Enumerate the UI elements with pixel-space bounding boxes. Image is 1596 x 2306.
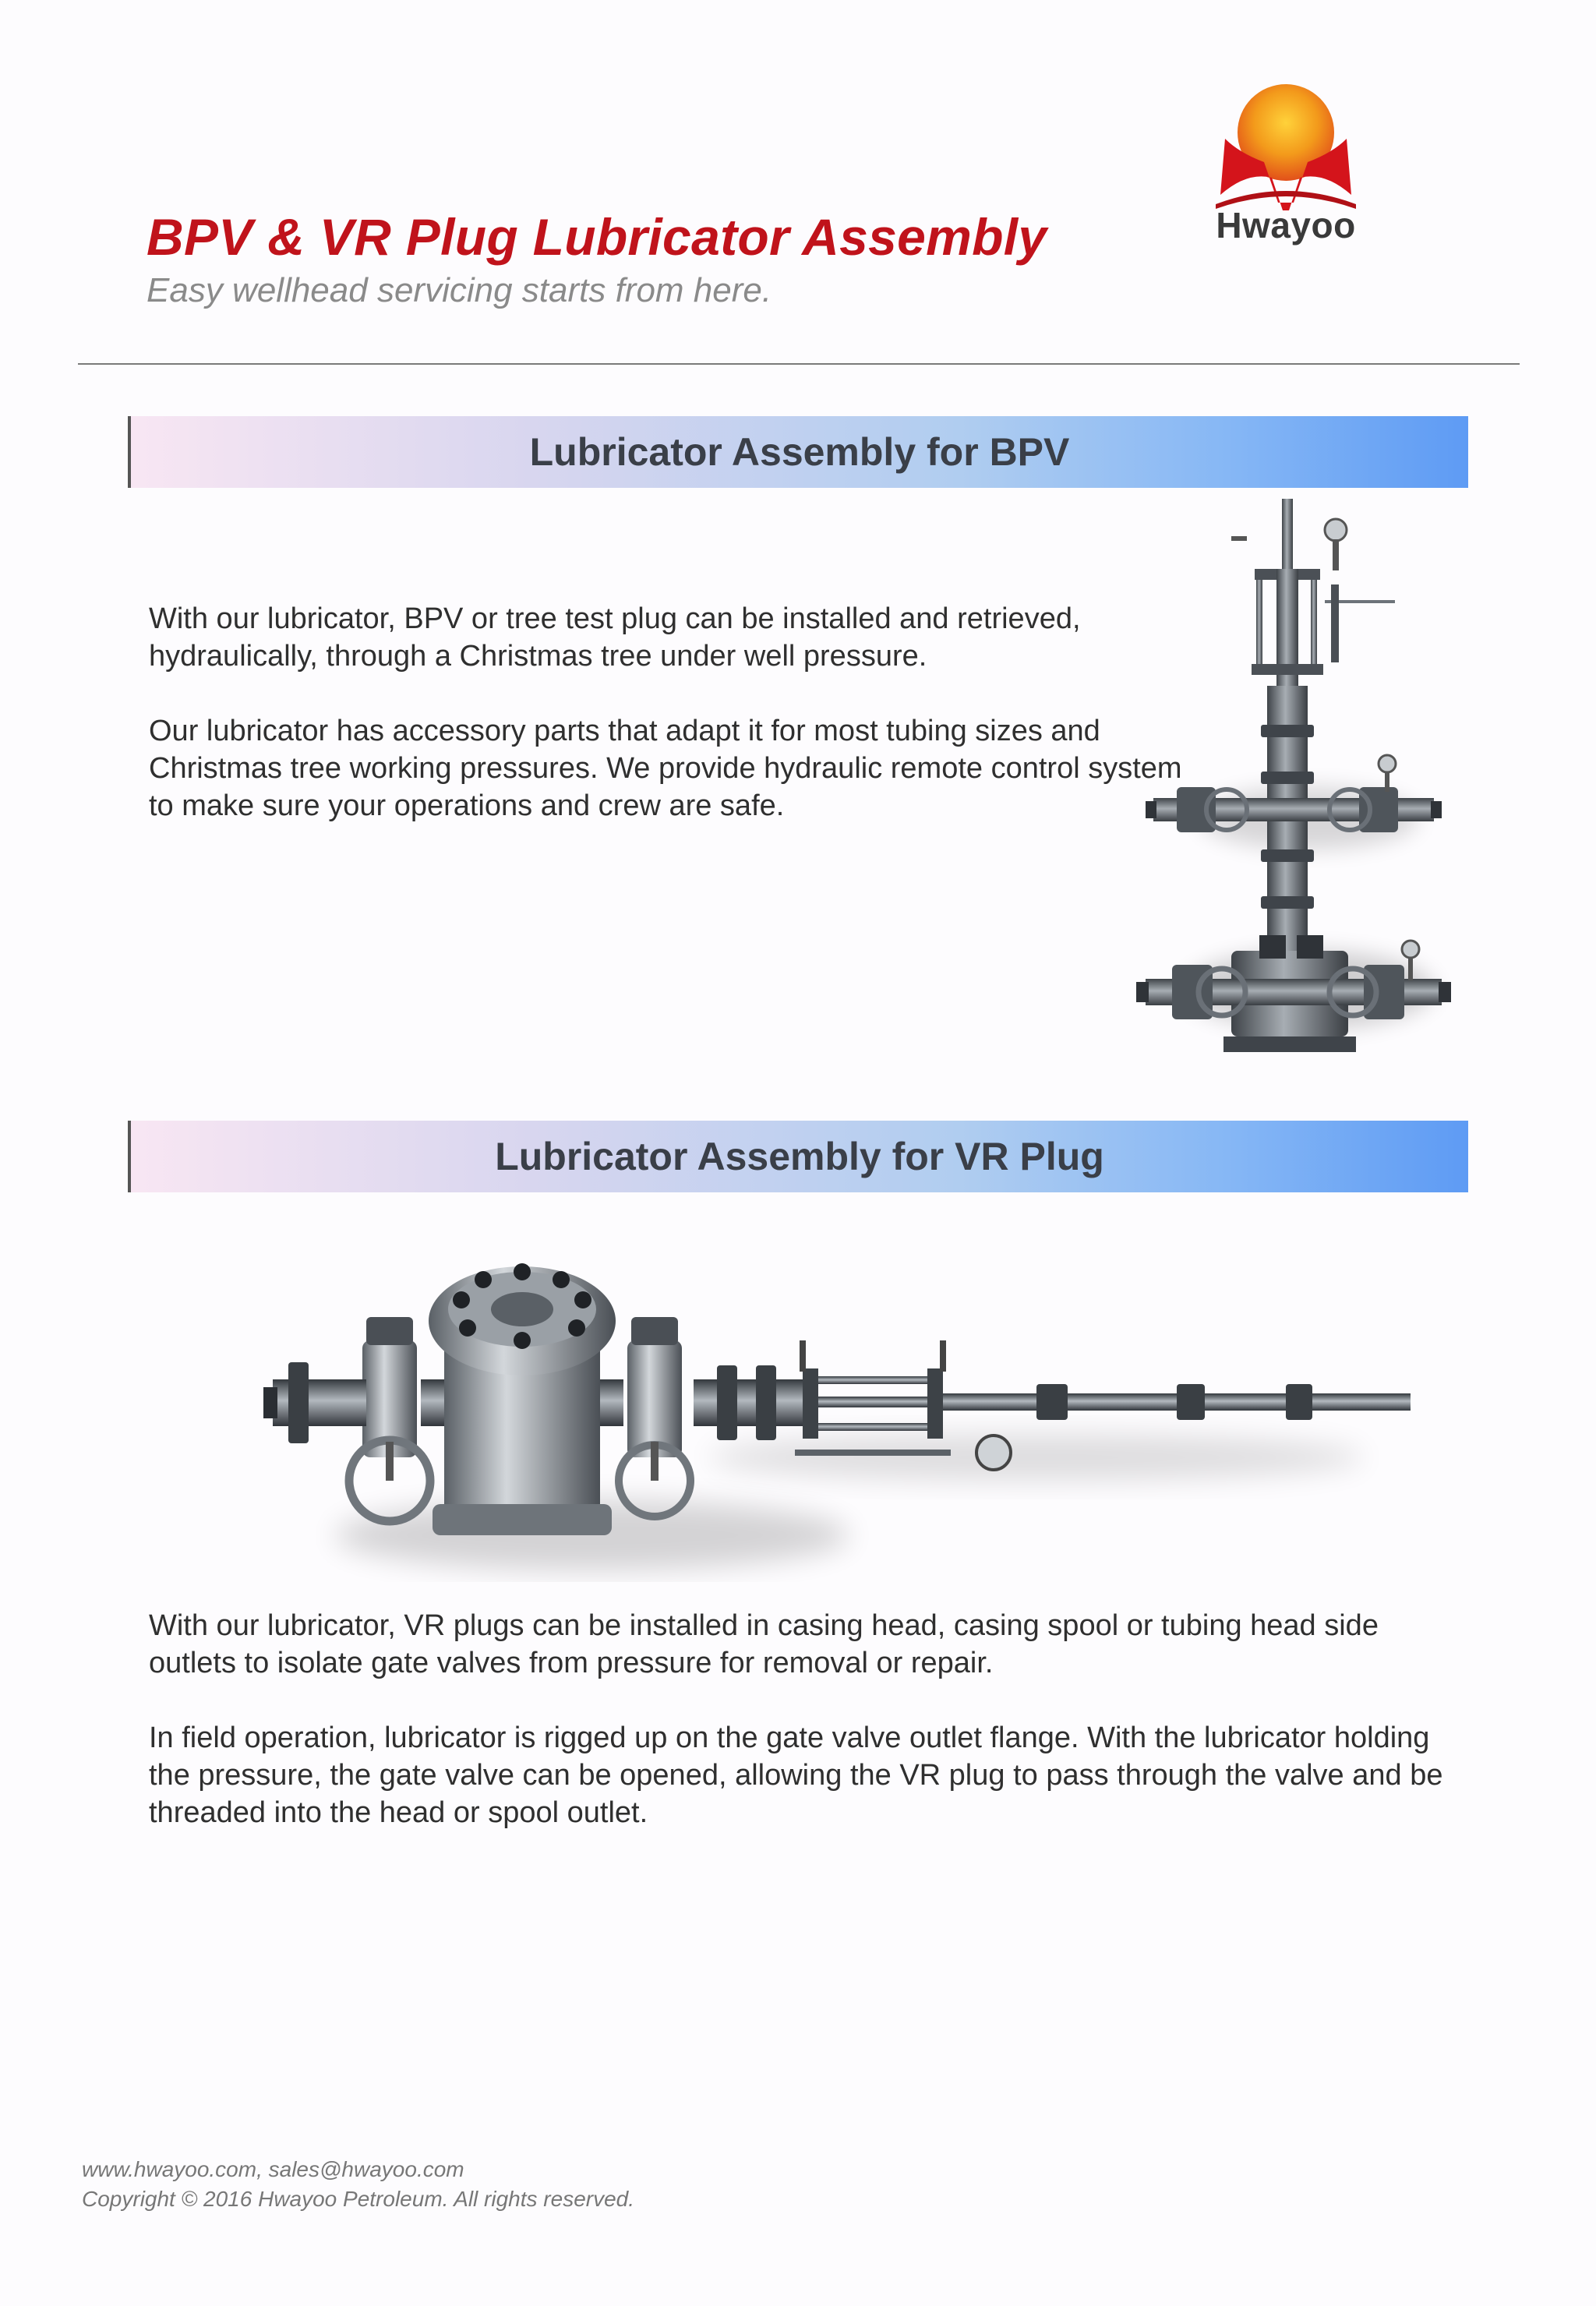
footer-copyright: Copyright © 2016 Hwayoo Petroleum. All rights reserved.: [82, 2187, 635, 2211]
bpv-paragraph-2: Our lubricator has accessory parts that adapt it for most tubing sizes and Christmas tree working pressures. We provide hydraulic remote control system to make sure your operations and crew are safe.: [149, 715, 1182, 822]
vr-paragraph-1: With our lubricator, VR plugs can be installed in casing head, casing spool or tubing head side outlets to isolate gate valves from pressure for removal or repair.: [149, 1609, 1379, 1679]
footer-contact: www.hwayoo.com, sales@hwayoo.com: [82, 2157, 464, 2181]
section-heading-bpv: Lubricator Assembly for BPV: [529, 430, 1070, 474]
christmas-tree-lubricator-image: [1130, 491, 1457, 1114]
section-banner-vr-plug: [128, 1121, 1468, 1192]
page-title: BPV & VR Plug Lubricator Assembly: [147, 208, 1047, 266]
page-subtitle: Easy wellhead servicing starts from here.: [147, 271, 772, 309]
logo-text: Hwayoo: [1216, 205, 1356, 245]
section-heading-vr-plug: Lubricator Assembly for VR Plug: [495, 1135, 1104, 1178]
vr-paragraph-2: In field operation, lubricator is rigged up on the gate valve outlet flange. With the lubricator holding the pressure, the gate valve can be opened, allowing the VR plug to pass through the valve and be threaded into the head or spool outlet.: [149, 1722, 1443, 1829]
header-divider: [78, 363, 1520, 365]
bpv-paragraph-1: With our lubricator, BPV or tree test plug can be installed and retrieved, hydraulically, through a Christmas tree under well pressure.: [149, 602, 1081, 673]
section-banner-bpv: [128, 416, 1468, 488]
vr-plug-lubricator-image: [257, 1224, 1449, 1582]
